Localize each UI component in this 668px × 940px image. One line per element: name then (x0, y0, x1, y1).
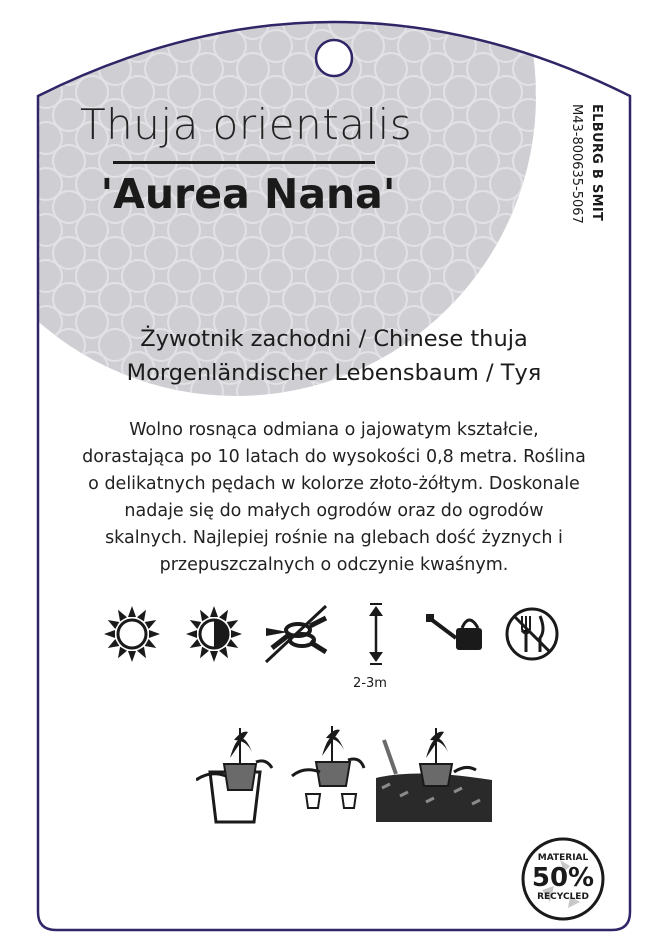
title-divider (113, 161, 375, 164)
description-line: dorastająca po 10 latach do wysokości 0,8 metra. Roślina (82, 447, 586, 467)
half-shade-icon (186, 606, 242, 662)
brand-name-text: ELBURG B SMIT (589, 104, 604, 222)
watering-can-icon (426, 614, 482, 650)
height-arrow-icon (369, 604, 383, 664)
common-names (40, 322, 628, 390)
care-icons (100, 600, 570, 672)
recycle-icon (520, 836, 606, 922)
planting-steps (196, 718, 492, 828)
product-code: M43-800635-5067 (569, 104, 584, 224)
hang-hole (316, 40, 352, 76)
recycled-badge (520, 836, 606, 922)
description-line: Wolno rosnąca odmiana o jajowatym kształcie, (129, 420, 539, 440)
latin-name: Thuja orientalis (80, 100, 413, 149)
brand-name (584, 104, 604, 244)
plant-in-soil-icon (376, 728, 492, 822)
common-name-line: Morgenländischer Lebensbaum / Туя (126, 360, 542, 386)
common-name-line: Żywotnik zachodni / Chinese thuja (140, 326, 528, 352)
height-label: 2-3m (353, 676, 387, 691)
badge-line1: MATERIAL (537, 853, 589, 863)
description-line: o delikatnych pędach w kolorze złoto-żółtym. Doskonale (88, 474, 580, 494)
description-line: nadaje się do małych ogrodów oraz do ogrodów (124, 501, 544, 521)
loosen-roots-icon (292, 726, 364, 808)
description (60, 417, 608, 579)
remove-pot-icon (196, 728, 272, 822)
cultivar-name: 'Aurea Nana' (100, 170, 396, 218)
badge-percent: 50% (531, 863, 595, 893)
full-sun-icon (104, 606, 160, 662)
not-edible-icon (507, 609, 557, 659)
badge-line2: RECYCLED (537, 892, 589, 902)
description-line: przepuszczalnych o odczynie kwaśnym. (159, 555, 509, 575)
no-pruning-icon (266, 606, 326, 662)
description-line: skalnych. Najlepiej rośnie na glebach dość żyznych i (105, 528, 563, 548)
